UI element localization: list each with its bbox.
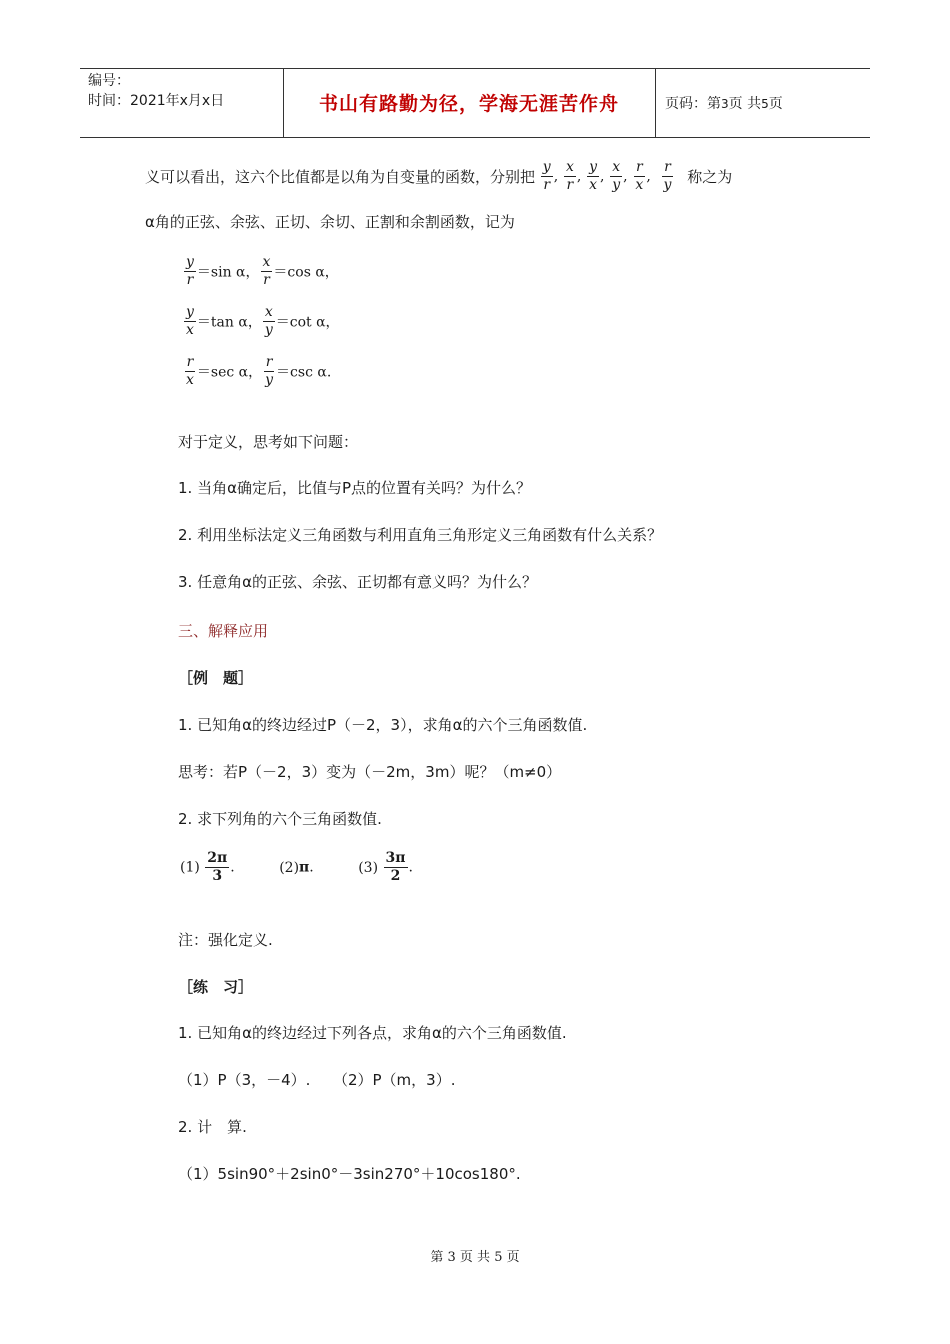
header-page-info [665,93,783,113]
formula-text: ＝sin α， [196,264,260,281]
formula-row-sec-csc [183,355,331,388]
header-divider [655,69,656,137]
formula-text: ＝csc α. [276,364,332,381]
angle-list: (1) $\frac{2\pi}{3}$ . (2)π. (3) $\frac{3\pi}{2}$ . [180,850,413,884]
ratio-fraction: $\frac{y}{x}$ [589,159,598,193]
page-mid: 页 共 [728,96,762,112]
page-footer: 第 3 页 共 5 页 [430,1250,520,1265]
practice-1-items: （1）P（3，－4）. （2）P（m，3）. [178,1071,456,1089]
ratio-fraction: $\frac{x}{r}$ [565,159,574,193]
formula-fraction: $\frac{y}{x}$ [186,304,194,338]
formula-text: ＝sec α， [196,364,263,381]
example-think: 思考：若P（－2，3）变为（－2m，3m）呢？（m≠0） [178,763,562,781]
intro-line-2: α角的正弦、余弦、正切、余切、正割和余割函数，记为 [145,213,515,231]
ratio-fraction: $\frac{r}{x}$ [635,159,644,193]
section-title: 三、解释应用 [178,622,269,640]
angle-value: π [299,859,310,876]
formula-row-sin-cos [183,255,339,288]
example-note: 注：强化定义. [178,931,273,949]
questions-intro: 对于定义，思考如下问题： [178,433,359,451]
header-code-label: 编号： [88,73,130,89]
intro-suffix: 称之为 [687,168,733,186]
ratio-fraction: $\frac{y}{r}$ [542,159,551,193]
formula-fraction: $\frac{x}{y}$ [264,304,273,338]
angle-label: (2) [279,859,300,876]
page-header [80,68,870,138]
formula-fraction: $\frac{r}{x}$ [186,354,194,388]
question-3: 3. 任意角α的正弦、余弦、正切都有意义吗？为什么？ [178,573,537,591]
question-1: 1. 当角α确定后，比值与P点的位置有关吗？为什么？ [178,479,532,497]
angle-fraction: $\frac{3\pi}{2}$ [385,850,406,884]
question-2: 2. 利用坐标法定义三角函数与利用直角三角形定义三角函数有什么关系？ [178,526,663,544]
intro-line-1: 义可以看出，这六个比值都是以角为自变量的函数，分别把 $\frac{y}{r}$ , $\frac{x}{r}$ , $\frac{y}{x}$ , $\frac{x}{y}$ , $\frac{r}{x}$ , $\frac{r}{y}$ 称之为 [145,159,733,193]
example-1: 1. 已知角α的终边经过P（－2，3），求角α的六个三角函数值. [178,716,588,734]
page-total: 5 [761,97,769,111]
ratio-fraction: $\frac{r}{y}$ [663,159,672,193]
formula-fraction: $\frac{x}{r}$ [262,254,271,288]
formula-text: ＝tan α， [196,314,262,331]
page-prefix: 页码：第 [665,96,721,112]
angle-label: (1) [180,859,200,876]
page-number: 3 [721,97,729,111]
header-meta [88,71,224,111]
header-time-label: 时间：2021年x月x日 [88,93,225,109]
formula-text: ＝cot α， [275,314,340,331]
formula-fraction: $\frac{y}{r}$ [186,254,194,288]
angle-label: (3) [358,859,379,876]
example-2: 2. 求下列角的六个三角函数值. [178,810,382,828]
practice-2: 2. 计 算. [178,1118,247,1136]
example-heading: ［例 题］ [178,669,254,687]
intro-prefix: 义可以看出，这六个比值都是以角为自变量的函数，分别把 [145,168,536,186]
ratio-fraction: $\frac{x}{y}$ [612,159,621,193]
angle-fraction: $\frac{2\pi}{3}$ [207,850,228,884]
practice-1: 1. 已知角α的终边经过下列各点，求角α的六个三角函数值. [178,1024,567,1042]
header-motto: 书山有路勤为径，学海无涯苦作舟 [318,93,619,115]
formula-fraction: $\frac{r}{y}$ [265,354,274,388]
formula-text: ＝cos α， [273,264,339,281]
practice-heading: ［练 习］ [178,978,254,996]
practice-2-item: （1）5sin90°＋2sin0°－3sin270°＋10cos180°. [178,1165,521,1183]
page-suffix: 页 [768,96,783,112]
formula-row-tan-cot [183,305,340,338]
